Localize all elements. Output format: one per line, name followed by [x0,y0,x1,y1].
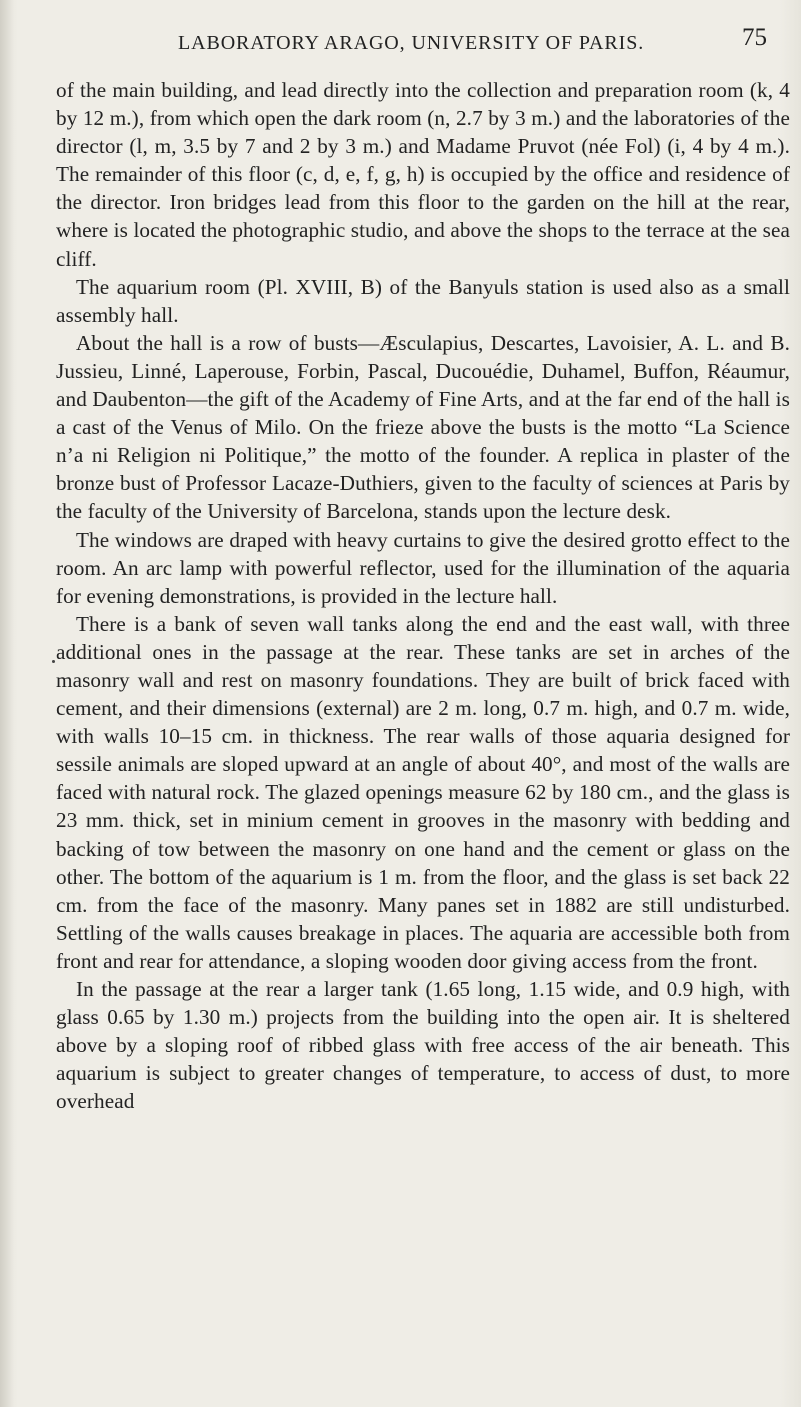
print-speck [52,660,55,663]
paragraph-windows: The windows are draped with heavy curtains to give the desired grotto effect to the room. An arc lamp with powerful reflector, used for the illumination of the aquaria for evening demonstrations, is provided in the lecture hall. [56,527,790,608]
page-header [0,22,801,58]
paragraph-aquarium-room: The aquarium room (Pl. XVIII, B) of the Banyuls station is used also as a small assembly hall. [56,274,790,327]
paragraph-wall-tanks: There is a bank of seven wall tanks along the end and the east wall, with three additional ones in the passage at the rear. These tanks are set in arches of the masonry wall and rest on masonry foundations. They are built of brick faced with cement, and their dimensions (external) are 2 m. long, 0.7 m. high, and 0.7 m. wide, with walls 10–15 cm. in thickness. The rear walls of those aquaria designed for sessile animals are sloped upward at an angle of about 40°, and most of the walls are faced with natural rock. The glazed openings measure 62 by 180 cm., and the glass is 23 mm. thick, set in minium cement in grooves in the masonry with bedding and backing of tow between the masonry on one hand and the cement or glass on the other. The bottom of the aquarium is 1 m. from the floor, and the glass is set back 22 cm. from the face of the masonry. Many panes set in 1882 are still undisturbed. Settling of the walls causes breakage in places. The aquaria are accessible both from front and rear for attendance, a sloping wooden door giving access from the front. [56,611,790,973]
paragraph-continued: of the main building, and lead directly into the collection and preparation room (k, 4 by 12 m.), from which open the dark room (n, 2.7 by 3 m.) and the laboratories of the director (l, m, 3.5 by 7 and 2 by 3 m.) and Madame Pruvot (née Fol) (i, 4 by 4 m.). The remainder of this floor (c, d, e, f, g, h) is occupied by the office and residence of the director. Iron bridges lead from this floor to the garden on the hill at the rear, where is located the photographic studio, and above the shops to the terrace at the sea cliff. [56,78,790,271]
running-head: LABORATORY ARAGO, UNIVERSITY OF PARIS. [178,32,645,54]
paragraph-passage-tank: In the passage at the rear a larger tank (1.65 long, 1.15 wide, and 0.9 high, with glass 0.65 by 1.30 m.) projects from the building into the open air. It is sheltered above by a sloping roof of ribbed glass with free access of the air beneath. This aquarium is subject to greater changes of temperature, to access of dust, to more overhead [56,977,790,1114]
paragraph-busts: About the hall is a row of busts—Æsculapius, Descartes, Lavoisier, A. L. and B. Jussieu, Linné, Laperouse, Forbin, Pascal, Ducouédie, Duhamel, Buffon, Réaumur, and Daubenton—the gift of the Academy of Fine Arts, and at the far end of the hall is a cast of the Venus of Milo. On the frieze above the busts is the motto “La Science n’a ni Religion ni Politique,” the motto of the founder. A replica in plaster of the bronze bust of Professor Lacaze-Duthiers, given to the faculty of sciences at Paris by the faculty of the University of Barcelona, stands upon the lecture desk. [56,330,790,524]
gutter-shadow [0,0,14,1407]
page-number: 75 [742,24,767,51]
body-text [56,76,790,1115]
